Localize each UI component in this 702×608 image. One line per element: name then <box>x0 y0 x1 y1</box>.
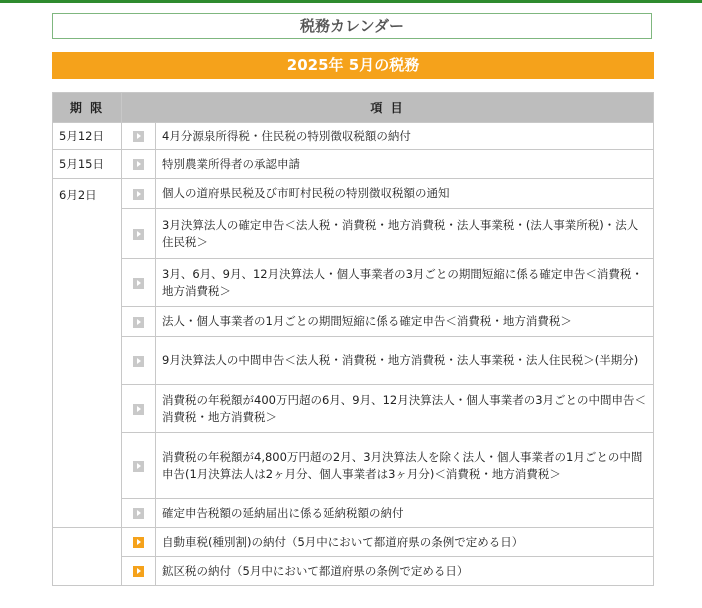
bullet-gray-icon <box>133 356 144 367</box>
table-row <box>53 150 654 179</box>
item-text: 3月、6月、9月、12月決算法人・個人事業者の3月ごとの期間短縮に係る確定申告＜消費税・地方消費税＞ <box>156 259 654 307</box>
table-row <box>53 433 654 499</box>
month-banner: 2025年 5月の税務 <box>52 52 654 79</box>
table-header-row <box>53 93 654 123</box>
table-row <box>53 209 654 259</box>
table-row <box>53 123 654 150</box>
item-text: 消費税の年税額が4,800万円超の2月、3月決算法人を除く法人・個人事業者の1月ごとの中間申告(1月決算法人は2ヶ月分、個人事業者は3ヶ月分)＜消費税・地方消費税＞ <box>156 433 654 499</box>
item-text: 特別農業所得者の承認申請 <box>156 150 654 179</box>
date-cell: 6月2日 <box>53 179 122 528</box>
item-text: 確定申告税額の延納届出に係る延納税額の納付 <box>156 499 654 528</box>
item-text: 4月分源泉所得税・住民税の特別徴収税額の納付 <box>156 123 654 150</box>
date-cell: 5月15日 <box>53 150 122 179</box>
item-text: 鉱区税の納付（5月中において都道府県の条例で定める日） <box>156 557 654 586</box>
item-text: 消費税の年税額が400万円超の6月、9月、12月決算法人・個人事業者の3月ごとの中間申告＜消費税・地方消費税＞ <box>156 385 654 433</box>
calendar-title: 税務カレンダー <box>52 13 652 39</box>
item-text: 3月決算法人の確定申告＜法人税・消費税・地方消費税・法人事業税・(法人事業所税)・法人住民税＞ <box>156 209 654 259</box>
bullet-gray-icon <box>133 159 144 170</box>
items-header: 項 目 <box>122 93 654 123</box>
table-row <box>53 179 654 209</box>
item-text: 9月決算法人の中間申告＜法人税・消費税・地方消費税・法人事業税・法人住民税＞(半期分) <box>156 337 654 385</box>
table-row <box>53 557 654 586</box>
bullet-gray-icon <box>133 508 144 519</box>
table-row <box>53 337 654 385</box>
table-row <box>53 499 654 528</box>
bullet-gray-icon <box>133 317 144 328</box>
table-row <box>53 528 654 557</box>
period-header: 期 限 <box>53 93 122 123</box>
bullet-orange-icon <box>133 566 144 577</box>
item-text: 法人・個人事業者の1月ごとの期間短縮に係る確定申告＜消費税・地方消費税＞ <box>156 307 654 337</box>
item-text: 自動車税(種別割)の納付（5月中において都道府県の条例で定める日） <box>156 528 654 557</box>
bullet-gray-icon <box>133 131 144 142</box>
bullet-orange-icon <box>133 537 144 548</box>
tax-calendar-table <box>52 92 654 586</box>
item-text: 個人の道府県民税及び市町村民税の特別徴収税額の通知 <box>156 179 654 209</box>
bullet-gray-icon <box>133 229 144 240</box>
bullet-gray-icon <box>133 404 144 415</box>
date-cell: 5月12日 <box>53 123 122 150</box>
bullet-gray-icon <box>133 461 144 472</box>
date-cell <box>53 528 122 586</box>
bullet-gray-icon <box>133 189 144 200</box>
bullet-gray-icon <box>133 278 144 289</box>
top-accent-bar <box>0 0 702 3</box>
table-row <box>53 385 654 433</box>
table-row <box>53 259 654 307</box>
table-row <box>53 307 654 337</box>
